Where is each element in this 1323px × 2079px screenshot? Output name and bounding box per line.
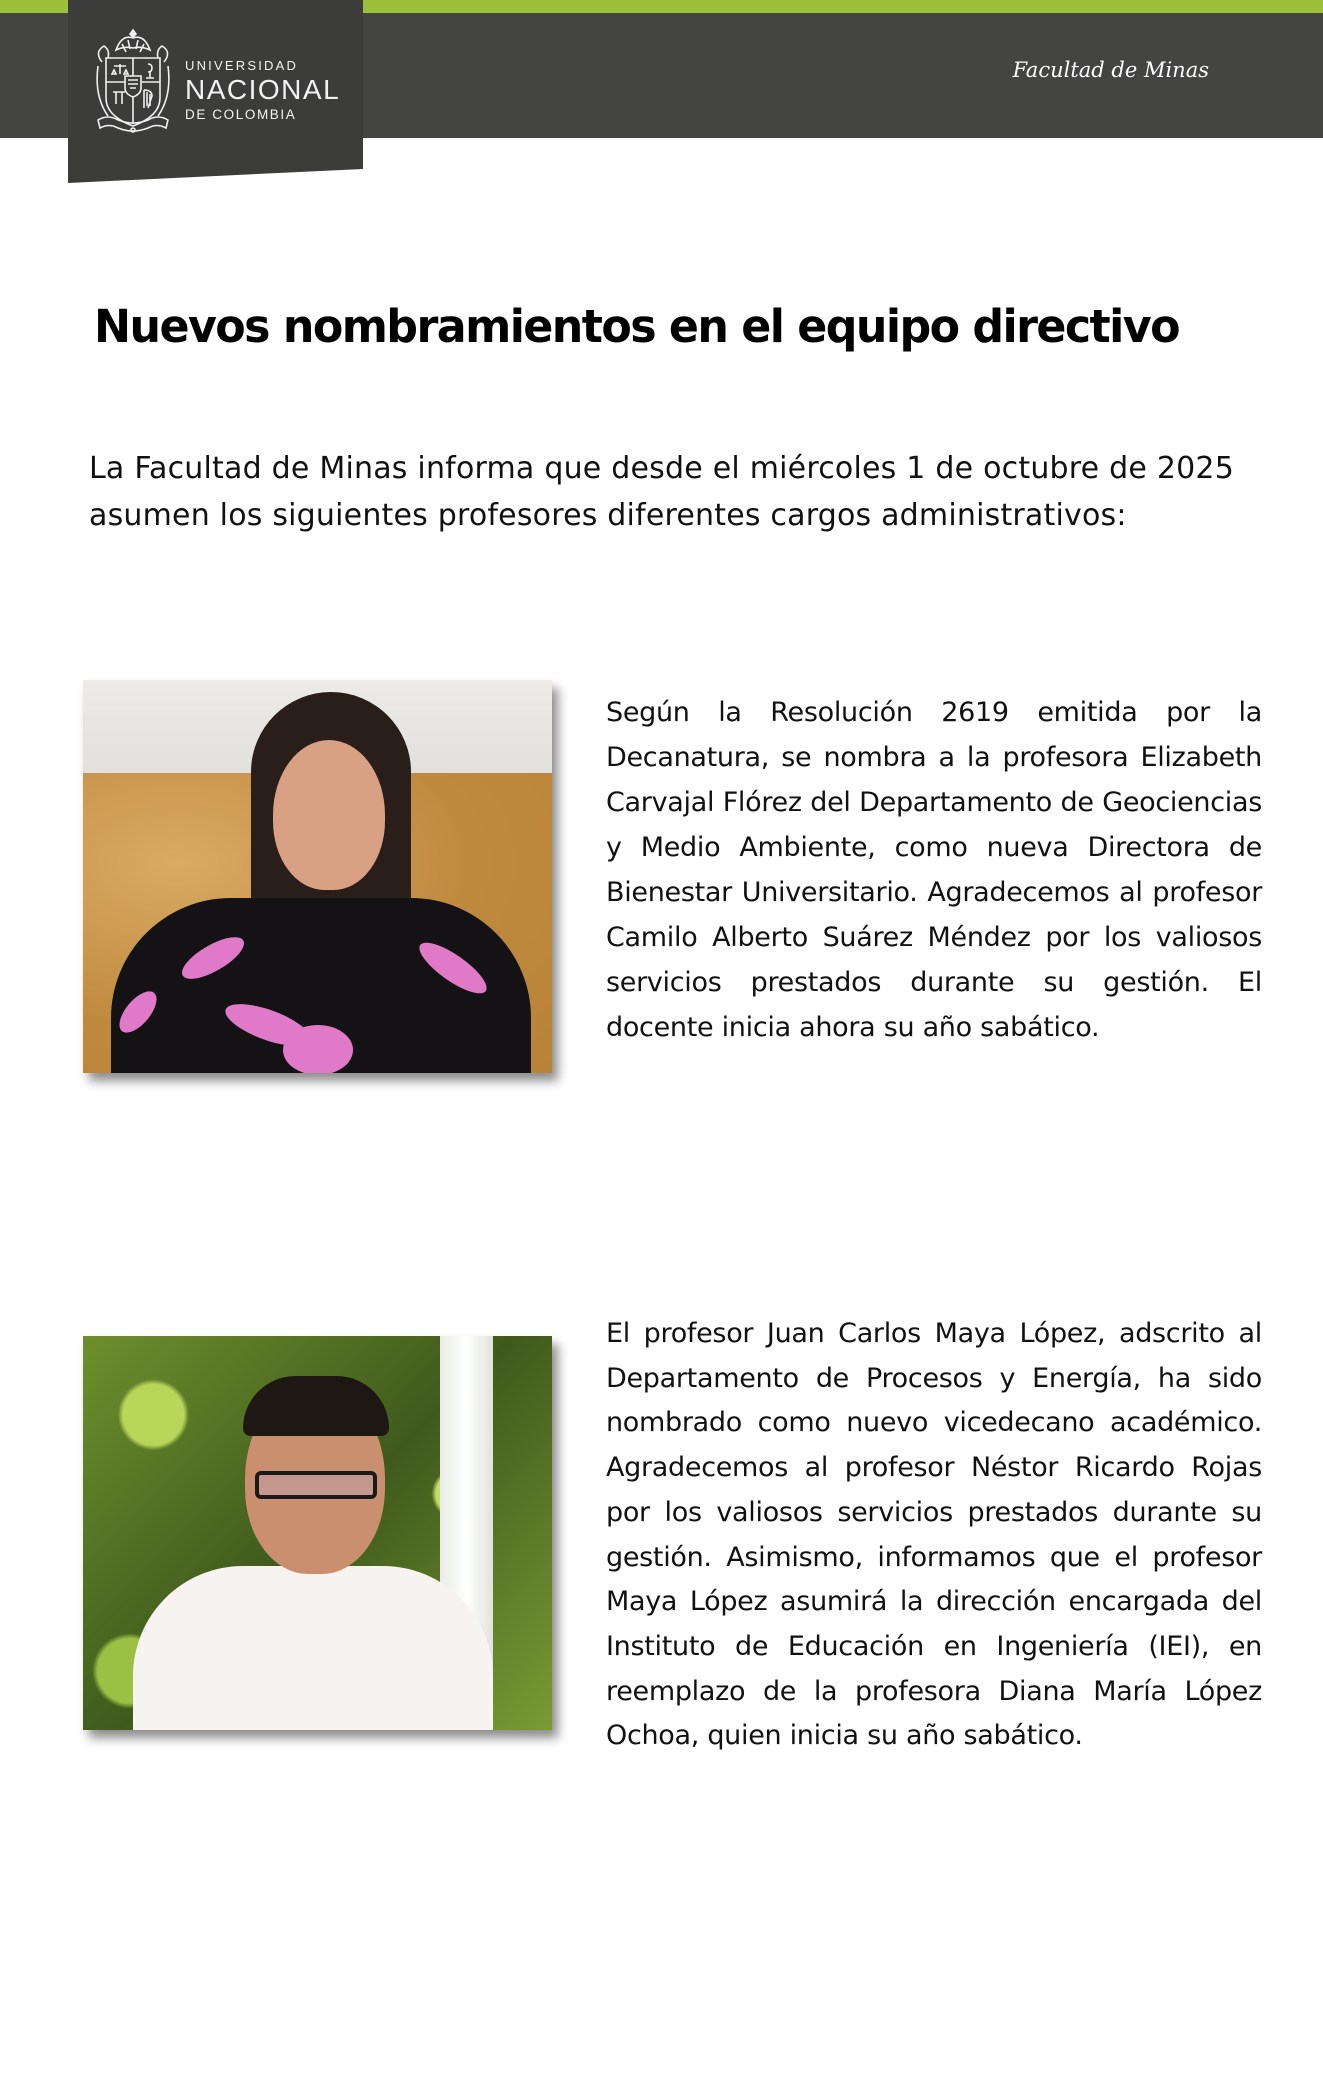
logo-text-de-colombia: DE COLOMBIA [185,107,297,122]
photo-blouse-pattern [283,1025,353,1073]
appointment-text-2: El profesor Juan Carlos Maya López, adscrito al Departamento de Procesos y Energía, ha sido nombrado como nuevo vicedecano académico. Agradecemos al profesor Néstor Ricardo Rojas por los valiosos servicios prestados durante su gestión. Asimismo, informamos que el profesor Maya López asumirá la dirección encargada del Instituto de Educación en Ingeniería (IEI), en reemplazo de la profesora Diana María López Ochoa, quien inicia su año sabático. [606,1318,1262,1752]
photo-hair [243,1376,389,1436]
photo-glasses [255,1471,377,1499]
intro-paragraph: La Facultad de Minas informa que desde el miércoles 1 de octubre de 2025 asumen los siguientes profesores diferentes cargos administrativos: [89,451,1234,533]
portrait-photo-elizabeth-carvajal [83,680,552,1073]
page-title: Nuevos nombramientos en el equipo directivo [94,300,1179,353]
portrait-photo-juan-carlos-maya [83,1336,552,1730]
logo-text-nacional: NACIONAL [185,74,341,105]
logo-text-universidad: UNIVERSIDAD [185,58,299,73]
photo-face [273,740,385,890]
photo-shirt [133,1566,493,1730]
faculty-label: Facultad de Minas [1012,58,1209,82]
appointment-text-1: Según la Resolución 2619 emitida por la Decanatura, se nombra a la profesora Elizabeth Carvajal Flórez del Departamento de Geociencias y Medio Ambiente, como nueva Directora de Bienestar Universitario. Agradecemos al profesor Camilo Alberto Suárez Méndez por los valiosos servicios prestados durante su gestión. El docente inicia ahora su año sabático. [606,697,1262,1043]
university-crest-icon [92,26,174,136]
